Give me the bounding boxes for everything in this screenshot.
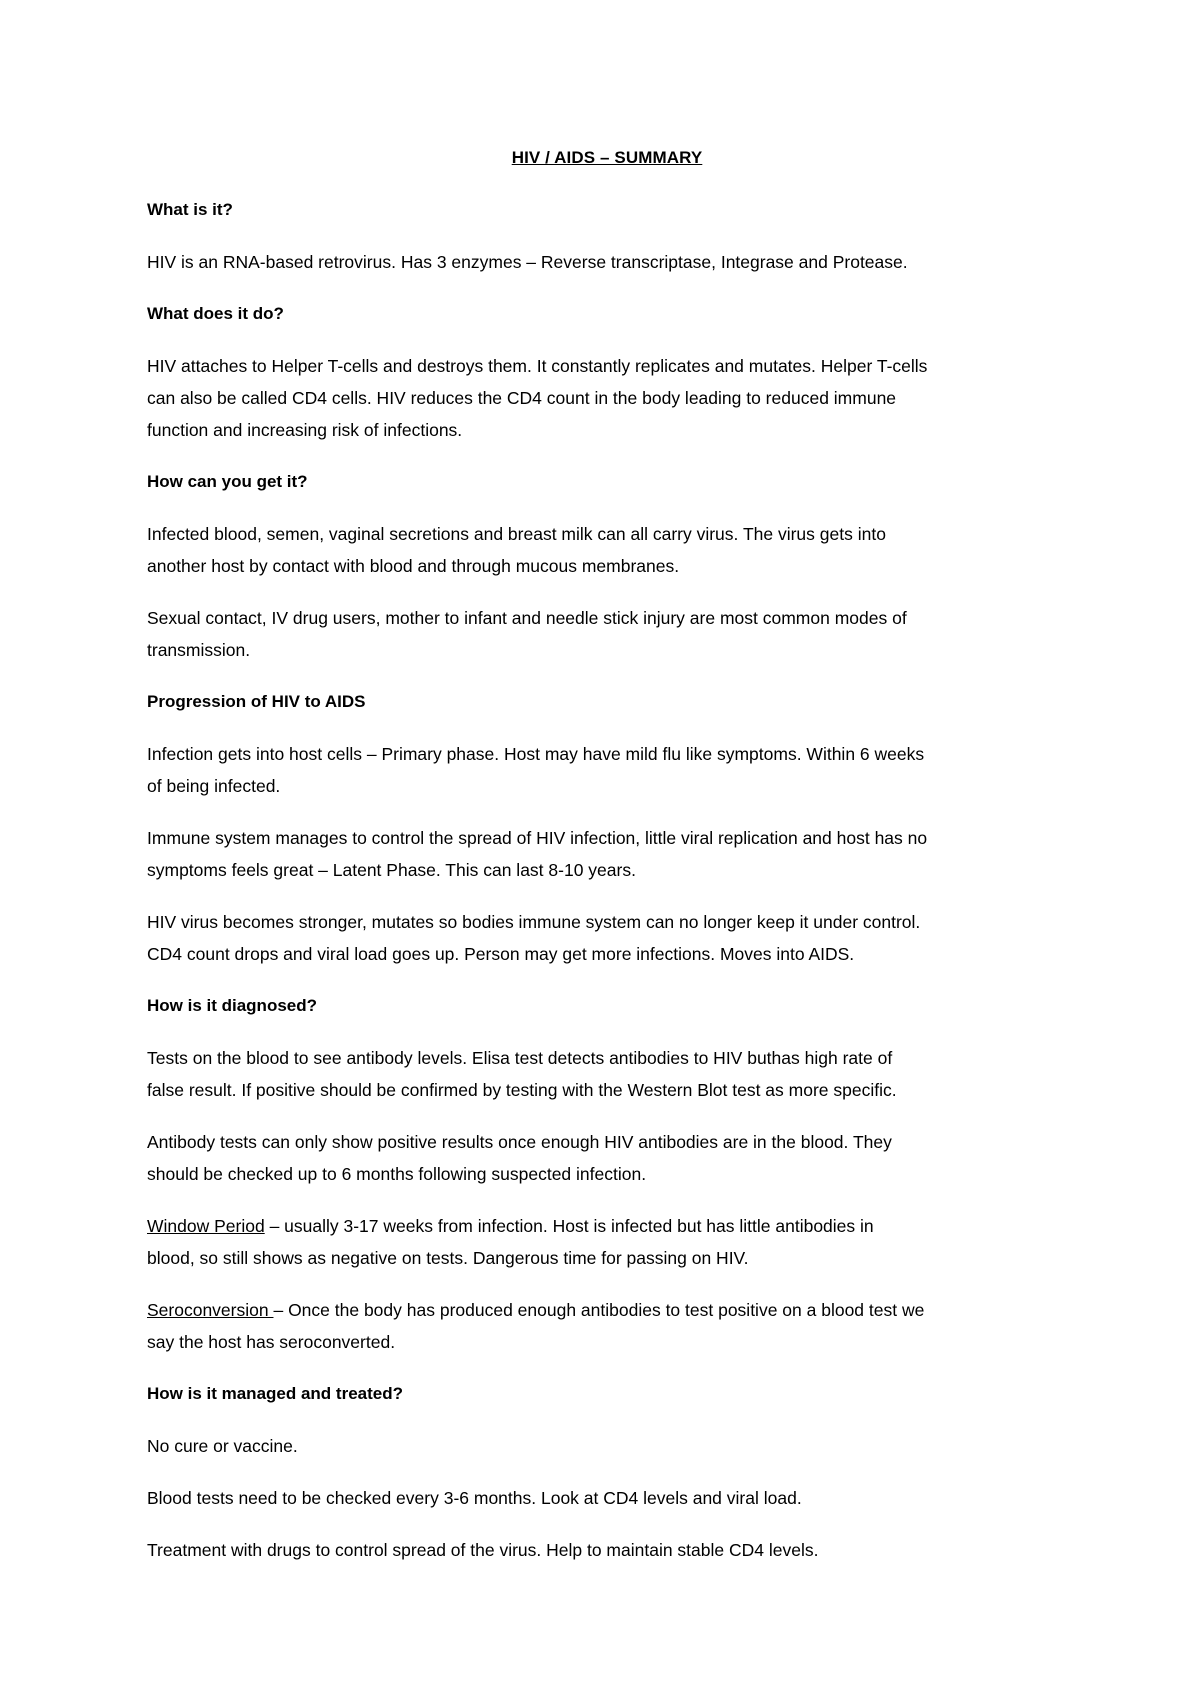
heading-diagnosed: How is it diagnosed? <box>147 996 318 1015</box>
text-line: Tests on the blood to see antibody levels. Elisa test detects antibodies to HIV buthas high rate of <box>147 1048 893 1068</box>
text-line: can also be called CD4 cells. HIV reduces the CD4 count in the body leading to reduced immune <box>147 388 897 408</box>
seroconversion-definition: – Once the body has produced enough antibodies to test positive on a blood test we <box>273 1300 925 1320</box>
text-line: HIV attaches to Helper T-cells and destroys them. It constantly replicates and mutates. Helper T-cells <box>147 356 928 376</box>
paragraph-aids-stage <box>147 906 1067 970</box>
heading-managed: How is it managed and treated? <box>147 1384 403 1403</box>
text-line: symptoms feels great – Latent Phase. This can last 8-10 years. <box>147 860 636 880</box>
text-line <box>147 1210 1067 1242</box>
window-period-term: Window Period <box>147 1216 265 1236</box>
paragraph-treatment: Treatment with drugs to control spread of the virus. Help to maintain stable CD4 levels. <box>147 1540 819 1560</box>
page-title: HIV / AIDS – SUMMARY <box>511 148 703 167</box>
seroconversion-term: Seroconversion <box>147 1300 274 1320</box>
paragraph-window-period <box>147 1210 1067 1274</box>
text-line: false result. If positive should be confirmed by testing with the Western Blot test as more specific. <box>147 1080 897 1100</box>
heading-progression: Progression of HIV to AIDS <box>147 692 366 711</box>
paragraph-antibody-tests <box>147 1126 1067 1190</box>
paragraph-blood-tests-diagnosis <box>147 1042 1067 1106</box>
text-line: blood, so still shows as negative on tests. Dangerous time for passing on HIV. <box>147 1248 749 1268</box>
text-line: Sexual contact, IV drug users, mother to infant and needle stick injury are most common modes of <box>147 608 907 628</box>
paragraph-what-does-it-do <box>147 350 1067 446</box>
paragraph-what-is-it: HIV is an RNA-based retrovirus. Has 3 enzymes – Reverse transcriptase, Integrase and Protease. <box>147 252 908 272</box>
heading-what-does-it-do: What does it do? <box>147 304 284 323</box>
text-line: another host by contact with blood and through mucous membranes. <box>147 556 680 576</box>
text-line: function and increasing risk of infections. <box>147 420 463 440</box>
window-period-definition: – usually 3-17 weeks from infection. Host is infected but has little antibodies in <box>264 1216 874 1236</box>
heading-what-is-it: What is it? <box>147 200 233 219</box>
paragraph-primary-phase <box>147 738 1067 802</box>
paragraph-infected-fluids <box>147 518 1067 582</box>
paragraph-blood-test-schedule: Blood tests need to be checked every 3-6 months. Look at CD4 levels and viral load. <box>147 1488 802 1508</box>
text-line: transmission. <box>147 640 251 660</box>
text-line: Infected blood, semen, vaginal secretions and breast milk can all carry virus. The virus gets into <box>147 524 886 544</box>
text-line: HIV virus becomes stronger, mutates so bodies immune system can no longer keep it under control. <box>147 912 921 932</box>
text-line <box>147 1294 1067 1326</box>
text-line: should be checked up to 6 months following suspected infection. <box>147 1164 647 1184</box>
paragraph-transmission-modes <box>147 602 1067 666</box>
text-line: say the host has seroconverted. <box>147 1332 396 1352</box>
paragraph-no-cure: No cure or vaccine. <box>147 1436 298 1456</box>
text-line: Infection gets into host cells – Primary phase. Host may have mild flu like symptoms. Within 6 weeks <box>147 744 925 764</box>
text-line: of being infected. <box>147 776 281 796</box>
document-page <box>147 0 1067 1698</box>
paragraph-latent-phase <box>147 822 1067 886</box>
text-line: Antibody tests can only show positive results once enough HIV antibodies are in the blood. They <box>147 1132 892 1152</box>
paragraph-seroconversion <box>147 1294 1067 1358</box>
heading-how-get-it: How can you get it? <box>147 472 308 491</box>
text-line: CD4 count drops and viral load goes up. Person may get more infections. Moves into AIDS. <box>147 944 855 964</box>
text-line: Immune system manages to control the spread of HIV infection, little viral replication and host has no <box>147 828 928 848</box>
